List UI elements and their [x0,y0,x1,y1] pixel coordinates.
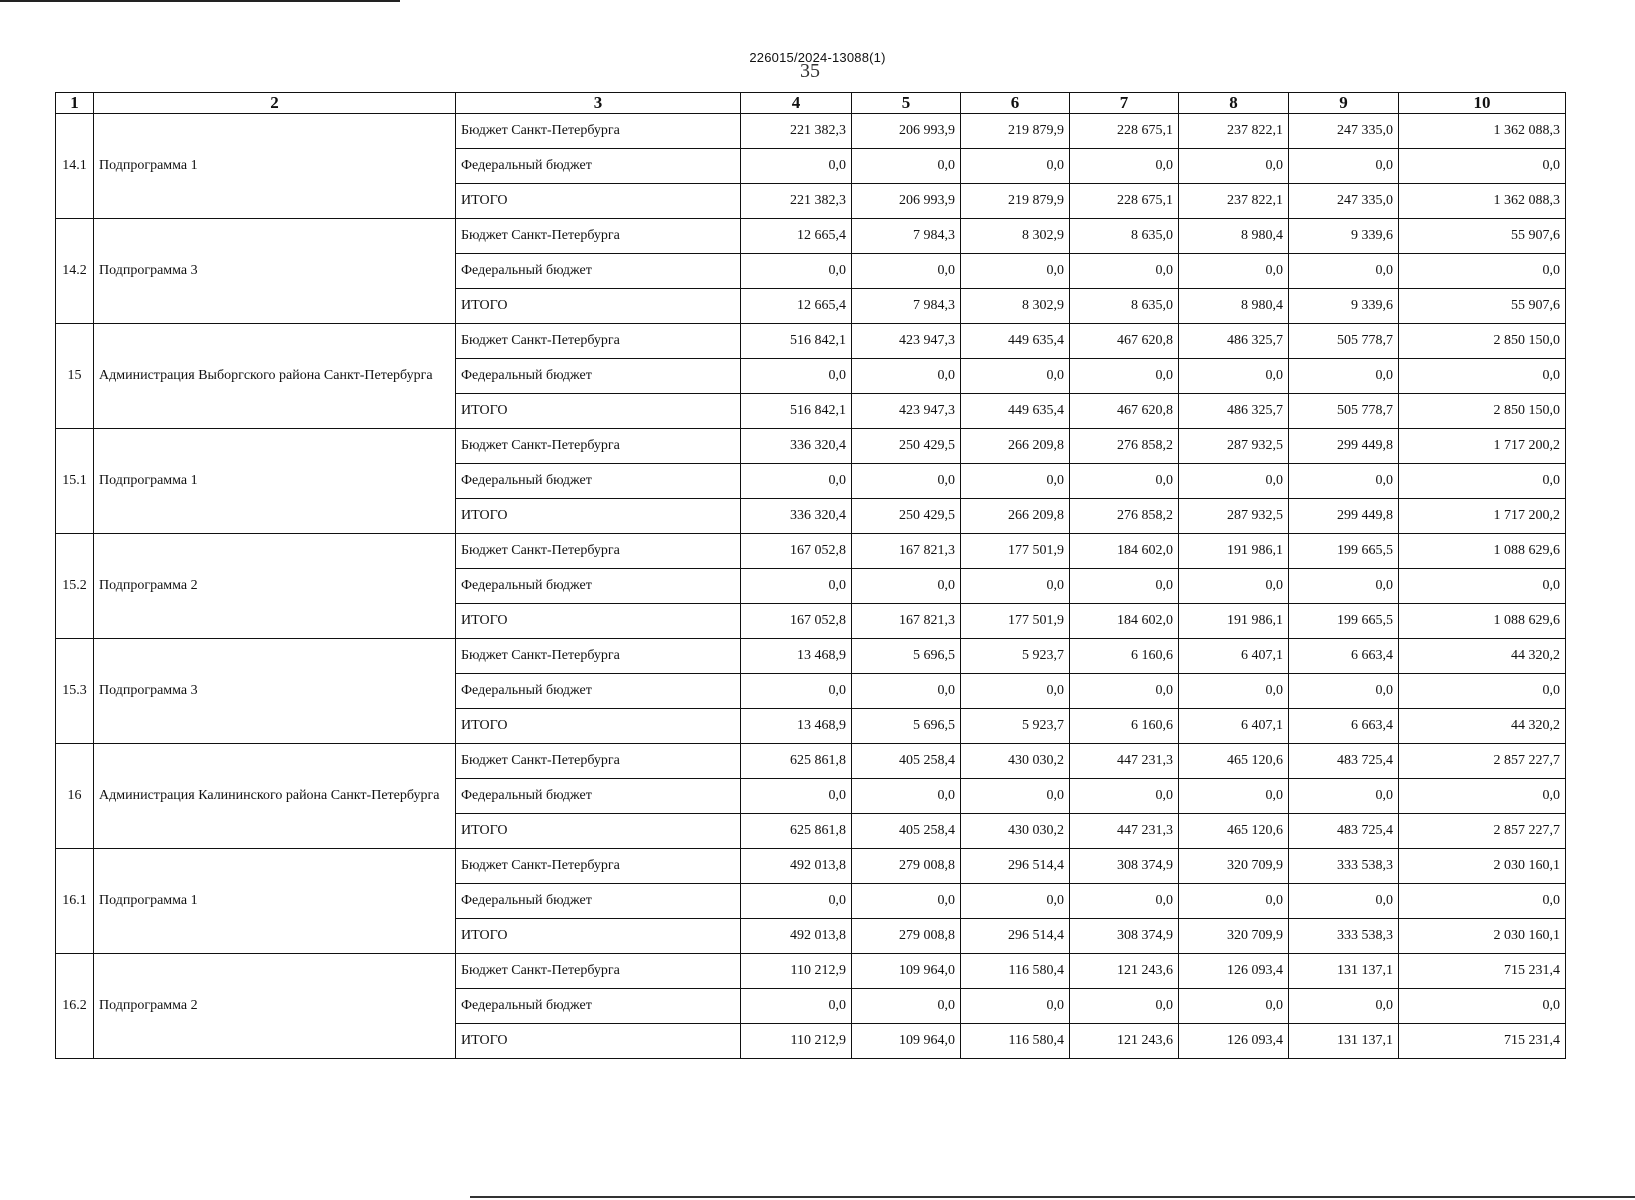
column-header: 9 [1289,93,1399,114]
value-cell: 131 137,1 [1289,1024,1399,1059]
value-cell: 0,0 [741,359,852,394]
value-cell: 299 449,8 [1289,499,1399,534]
funding-source: Федеральный бюджет [456,884,741,919]
value-cell: 12 665,4 [741,289,852,324]
value-cell: 0,0 [1289,254,1399,289]
funding-source: Федеральный бюджет [456,779,741,814]
value-cell: 0,0 [1179,569,1289,604]
funding-source: Бюджет Санкт-Петербурга [456,429,741,464]
value-cell: 467 620,8 [1070,394,1179,429]
value-cell: 0,0 [1399,779,1566,814]
row-code: 14.2 [56,219,94,324]
value-cell: 0,0 [1399,674,1566,709]
funding-source: ИТОГО [456,499,741,534]
value-cell: 5 923,7 [961,639,1070,674]
row-name: Подпрограмма 3 [94,639,456,744]
value-cell: 0,0 [852,464,961,499]
value-cell: 0,0 [1289,464,1399,499]
value-cell: 0,0 [1179,464,1289,499]
value-cell: 2 030 160,1 [1399,919,1566,954]
value-cell: 0,0 [961,359,1070,394]
value-cell: 299 449,8 [1289,429,1399,464]
value-cell: 5 696,5 [852,639,961,674]
value-cell: 276 858,2 [1070,499,1179,534]
value-cell: 184 602,0 [1070,604,1179,639]
value-cell: 0,0 [852,884,961,919]
value-cell: 228 675,1 [1070,184,1179,219]
value-cell: 296 514,4 [961,849,1070,884]
bottom-rule [470,1196,1635,1198]
value-cell: 0,0 [1289,569,1399,604]
table-row [56,324,1566,359]
value-cell: 0,0 [1399,989,1566,1024]
value-cell: 336 320,4 [741,429,852,464]
row-code: 15 [56,324,94,429]
value-cell: 0,0 [1070,779,1179,814]
row-name: Подпрограмма 2 [94,534,456,639]
value-cell: 715 231,4 [1399,1024,1566,1059]
value-cell: 423 947,3 [852,394,961,429]
value-cell: 2 850 150,0 [1399,324,1566,359]
value-cell: 126 093,4 [1179,954,1289,989]
value-cell: 2 857 227,7 [1399,814,1566,849]
header-row [56,93,1566,114]
value-cell: 44 320,2 [1399,639,1566,674]
value-cell: 486 325,7 [1179,324,1289,359]
value-cell: 167 052,8 [741,534,852,569]
table-row [56,954,1566,989]
funding-source: Федеральный бюджет [456,989,741,1024]
value-cell: 0,0 [741,989,852,1024]
value-cell: 0,0 [1179,674,1289,709]
value-cell: 199 665,5 [1289,604,1399,639]
column-header: 5 [852,93,961,114]
value-cell: 405 258,4 [852,814,961,849]
value-cell: 0,0 [852,989,961,1024]
value-cell: 247 335,0 [1289,114,1399,149]
row-name: Подпрограмма 2 [94,954,456,1059]
value-cell: 237 822,1 [1179,184,1289,219]
value-cell: 6 160,6 [1070,639,1179,674]
value-cell: 206 993,9 [852,114,961,149]
value-cell: 0,0 [852,569,961,604]
value-cell: 0,0 [1289,359,1399,394]
value-cell: 0,0 [1179,884,1289,919]
value-cell: 0,0 [852,779,961,814]
value-cell: 465 120,6 [1179,744,1289,779]
value-cell: 0,0 [852,254,961,289]
column-header: 7 [1070,93,1179,114]
value-cell: 0,0 [961,674,1070,709]
value-cell: 131 137,1 [1289,954,1399,989]
value-cell: 221 382,3 [741,184,852,219]
value-cell: 447 231,3 [1070,744,1179,779]
value-cell: 430 030,2 [961,744,1070,779]
value-cell: 516 842,1 [741,394,852,429]
value-cell: 0,0 [1070,884,1179,919]
value-cell: 5 923,7 [961,709,1070,744]
value-cell: 8 302,9 [961,219,1070,254]
row-code: 16.2 [56,954,94,1059]
value-cell: 1 088 629,6 [1399,604,1566,639]
value-cell: 0,0 [852,359,961,394]
value-cell: 2 857 227,7 [1399,744,1566,779]
funding-source: Федеральный бюджет [456,569,741,604]
value-cell: 0,0 [1179,359,1289,394]
value-cell: 8 302,9 [961,289,1070,324]
value-cell: 6 160,6 [1070,709,1179,744]
value-cell: 167 821,3 [852,604,961,639]
value-cell: 0,0 [1289,149,1399,184]
value-cell: 405 258,4 [852,744,961,779]
value-cell: 250 429,5 [852,429,961,464]
funding-source: Бюджет Санкт-Петербурга [456,744,741,779]
top-rule [0,0,400,2]
value-cell: 0,0 [1289,884,1399,919]
value-cell: 8 980,4 [1179,289,1289,324]
column-header: 3 [456,93,741,114]
value-cell: 0,0 [741,569,852,604]
row-name: Подпрограмма 1 [94,114,456,219]
funding-source: Бюджет Санкт-Петербурга [456,849,741,884]
value-cell: 8 635,0 [1070,219,1179,254]
column-header: 10 [1399,93,1566,114]
table-row [56,534,1566,569]
value-cell: 0,0 [1179,254,1289,289]
value-cell: 308 374,9 [1070,849,1179,884]
value-cell: 6 663,4 [1289,639,1399,674]
value-cell: 0,0 [1070,254,1179,289]
row-code: 15.3 [56,639,94,744]
value-cell: 55 907,6 [1399,289,1566,324]
value-cell: 0,0 [1289,989,1399,1024]
funding-source: Федеральный бюджет [456,254,741,289]
value-cell: 2 030 160,1 [1399,849,1566,884]
value-cell: 625 861,8 [741,744,852,779]
row-name: Подпрограмма 1 [94,429,456,534]
value-cell: 167 821,3 [852,534,961,569]
value-cell: 467 620,8 [1070,324,1179,359]
funding-source: Федеральный бюджет [456,359,741,394]
value-cell: 505 778,7 [1289,324,1399,359]
value-cell: 715 231,4 [1399,954,1566,989]
value-cell: 116 580,4 [961,954,1070,989]
table-row [56,429,1566,464]
value-cell: 9 339,6 [1289,219,1399,254]
value-cell: 0,0 [741,674,852,709]
value-cell: 9 339,6 [1289,289,1399,324]
value-cell: 0,0 [852,149,961,184]
value-cell: 199 665,5 [1289,534,1399,569]
value-cell: 191 986,1 [1179,534,1289,569]
value-cell: 6 407,1 [1179,709,1289,744]
value-cell: 109 964,0 [852,954,961,989]
value-cell: 0,0 [961,464,1070,499]
value-cell: 0,0 [1070,359,1179,394]
value-cell: 0,0 [1399,149,1566,184]
value-cell: 486 325,7 [1179,394,1289,429]
value-cell: 492 013,8 [741,849,852,884]
value-cell: 0,0 [741,884,852,919]
value-cell: 465 120,6 [1179,814,1289,849]
row-name: Администрация Выборгского района Санкт-Петербурга [94,324,456,429]
value-cell: 109 964,0 [852,1024,961,1059]
value-cell: 121 243,6 [1070,954,1179,989]
funding-source: Бюджет Санкт-Петербурга [456,534,741,569]
table-row [56,114,1566,149]
value-cell: 0,0 [852,674,961,709]
funding-source: Бюджет Санкт-Петербурга [456,324,741,359]
value-cell: 449 635,4 [961,324,1070,359]
value-cell: 0,0 [961,569,1070,604]
funding-source: Федеральный бюджет [456,464,741,499]
value-cell: 279 008,8 [852,849,961,884]
funding-source: ИТОГО [456,709,741,744]
value-cell: 287 932,5 [1179,499,1289,534]
table-row [56,849,1566,884]
value-cell: 0,0 [961,149,1070,184]
value-cell: 126 093,4 [1179,1024,1289,1059]
value-cell: 0,0 [741,149,852,184]
value-cell: 0,0 [1399,464,1566,499]
value-cell: 0,0 [741,254,852,289]
value-cell: 492 013,8 [741,919,852,954]
value-cell: 13 468,9 [741,639,852,674]
funding-source: Федеральный бюджет [456,674,741,709]
funding-source: ИТОГО [456,289,741,324]
funding-source: Бюджет Санкт-Петербурга [456,639,741,674]
value-cell: 8 980,4 [1179,219,1289,254]
value-cell: 206 993,9 [852,184,961,219]
row-code: 15.2 [56,534,94,639]
value-cell: 483 725,4 [1289,814,1399,849]
value-cell: 167 052,8 [741,604,852,639]
value-cell: 287 932,5 [1179,429,1289,464]
value-cell: 276 858,2 [1070,429,1179,464]
value-cell: 177 501,9 [961,604,1070,639]
value-cell: 228 675,1 [1070,114,1179,149]
column-header: 4 [741,93,852,114]
value-cell: 1 362 088,3 [1399,114,1566,149]
value-cell: 1 717 200,2 [1399,499,1566,534]
funding-source: Бюджет Санкт-Петербурга [456,219,741,254]
value-cell: 110 212,9 [741,1024,852,1059]
value-cell: 0,0 [1289,779,1399,814]
value-cell: 308 374,9 [1070,919,1179,954]
value-cell: 221 382,3 [741,114,852,149]
value-cell: 247 335,0 [1289,184,1399,219]
value-cell: 279 008,8 [852,919,961,954]
value-cell: 250 429,5 [852,499,961,534]
value-cell: 0,0 [961,884,1070,919]
value-cell: 266 209,8 [961,429,1070,464]
table-row [56,639,1566,674]
value-cell: 296 514,4 [961,919,1070,954]
value-cell: 7 984,3 [852,219,961,254]
value-cell: 184 602,0 [1070,534,1179,569]
value-cell: 237 822,1 [1179,114,1289,149]
value-cell: 116 580,4 [961,1024,1070,1059]
value-cell: 219 879,9 [961,114,1070,149]
value-cell: 110 212,9 [741,954,852,989]
value-cell: 0,0 [741,464,852,499]
value-cell: 320 709,9 [1179,849,1289,884]
value-cell: 0,0 [961,989,1070,1024]
table-row [56,219,1566,254]
row-name: Подпрограмма 1 [94,849,456,954]
row-code: 15.1 [56,429,94,534]
value-cell: 449 635,4 [961,394,1070,429]
funding-source: ИТОГО [456,604,741,639]
funding-source: ИТОГО [456,394,741,429]
value-cell: 2 850 150,0 [1399,394,1566,429]
row-code: 16 [56,744,94,849]
value-cell: 516 842,1 [741,324,852,359]
table-body [56,114,1566,1059]
value-cell: 191 986,1 [1179,604,1289,639]
row-name: Администрация Калининского района Санкт-Петербурга [94,744,456,849]
value-cell: 0,0 [1399,569,1566,604]
column-header: 6 [961,93,1070,114]
value-cell: 0,0 [1179,149,1289,184]
value-cell: 1 717 200,2 [1399,429,1566,464]
column-header: 8 [1179,93,1289,114]
value-cell: 219 879,9 [961,184,1070,219]
funding-source: Бюджет Санкт-Петербурга [456,114,741,149]
value-cell: 423 947,3 [852,324,961,359]
value-cell: 13 468,9 [741,709,852,744]
funding-source: Бюджет Санкт-Петербурга [456,954,741,989]
value-cell: 177 501,9 [961,534,1070,569]
funding-source: ИТОГО [456,919,741,954]
value-cell: 7 984,3 [852,289,961,324]
table-row [56,744,1566,779]
document-number: 226015/2024-13088(1) [749,50,886,65]
value-cell: 0,0 [1179,989,1289,1024]
value-cell: 320 709,9 [1179,919,1289,954]
funding-source: ИТОГО [456,1024,741,1059]
value-cell: 505 778,7 [1289,394,1399,429]
funding-source: ИТОГО [456,184,741,219]
value-cell: 8 635,0 [1070,289,1179,324]
page-number: 35 [800,60,820,82]
row-name: Подпрограмма 3 [94,219,456,324]
value-cell: 0,0 [1070,569,1179,604]
value-cell: 0,0 [1070,149,1179,184]
funding-source: Федеральный бюджет [456,149,741,184]
value-cell: 0,0 [741,779,852,814]
value-cell: 336 320,4 [741,499,852,534]
value-cell: 44 320,2 [1399,709,1566,744]
value-cell: 121 243,6 [1070,1024,1179,1059]
value-cell: 483 725,4 [1289,744,1399,779]
row-code: 16.1 [56,849,94,954]
value-cell: 0,0 [1070,674,1179,709]
value-cell: 0,0 [1070,464,1179,499]
value-cell: 0,0 [1399,884,1566,919]
value-cell: 1 088 629,6 [1399,534,1566,569]
row-code: 14.1 [56,114,94,219]
value-cell: 0,0 [1070,989,1179,1024]
value-cell: 625 861,8 [741,814,852,849]
value-cell: 6 663,4 [1289,709,1399,744]
value-cell: 1 362 088,3 [1399,184,1566,219]
value-cell: 0,0 [1399,359,1566,394]
value-cell: 0,0 [1399,254,1566,289]
column-header: 2 [94,93,456,114]
value-cell: 0,0 [961,779,1070,814]
value-cell: 430 030,2 [961,814,1070,849]
value-cell: 0,0 [1179,779,1289,814]
budget-table [55,92,1566,1059]
value-cell: 0,0 [1289,674,1399,709]
value-cell: 266 209,8 [961,499,1070,534]
funding-source: ИТОГО [456,814,741,849]
value-cell: 12 665,4 [741,219,852,254]
value-cell: 0,0 [961,254,1070,289]
value-cell: 447 231,3 [1070,814,1179,849]
value-cell: 333 538,3 [1289,919,1399,954]
value-cell: 5 696,5 [852,709,961,744]
column-header: 1 [56,93,94,114]
value-cell: 55 907,6 [1399,219,1566,254]
value-cell: 333 538,3 [1289,849,1399,884]
value-cell: 6 407,1 [1179,639,1289,674]
